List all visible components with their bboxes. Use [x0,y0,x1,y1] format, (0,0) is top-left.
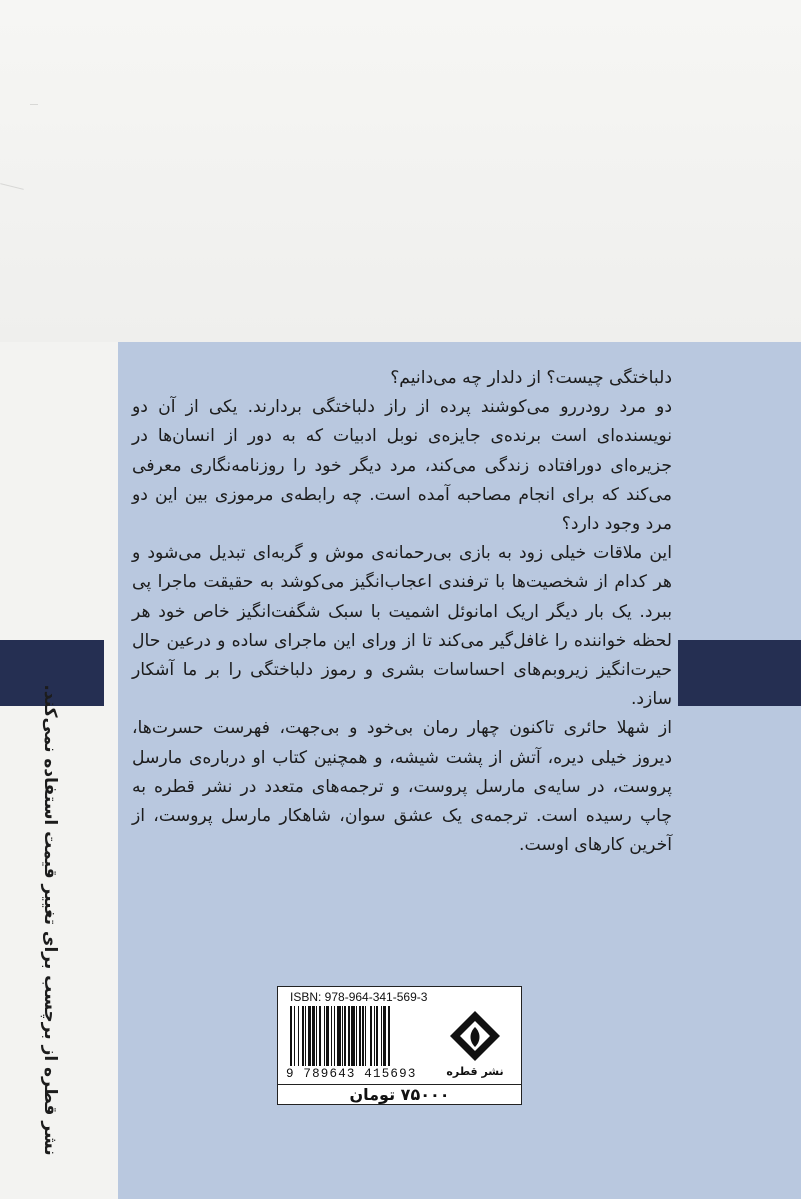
barcode [290,1006,438,1066]
barcode-digits: 9 789643 415693 [286,1067,417,1081]
decor-bar-right [678,640,801,706]
isbn-number: ISBN: 978-964-341-569-3 [290,990,428,1004]
blurb-paragraph: این ملاقات خیلی زود به بازی بی‌رحمانه‌ی موش و گربه‌ای تبدیل می‌شود و هر کدام از شخصیت‌ها با ترفندی اعجاب‌انگیز می‌کوشد به حقیقت ماجرا پی ببرد. یک بار دیگر اریک امانوئل اشمیت با سبک شگفت‌انگیز خاص خود هر لحظه خواننده را غافل‌گیر می‌کند تا از ورای این ماجرای ساده و درعین حال حیرت‌انگیز زیروبم‌های احساسات بشری و رموز دلباختگی را بر ما آشکار سازد. [132,543,672,710]
blurb-paragraph: دو مرد رودررو می‌کوشند پرده از راز دلباختگی بردارند. یکی از آن دو نویسنده‌ای است برنده‌ی جایزه‌ی نوبل ادبیات که به دور از انسان‌ها در جزیره‌ای دورافتاده زندگی می‌کند، مرد دیگر خود را روزنامه‌نگاری معرفی می‌کند که برای انجام مصاحبه آمده است. چه رابطه‌ی مرموزی بین این دو مرد وجود دارد؟ [132,397,672,535]
cover-top-area [0,0,801,342]
blurb-question: دلباختگی چیست؟ از دلدار چه می‌دانیم؟ [390,368,672,388]
paper-mark [30,104,38,105]
price-label-notice: نشر قطره از برچسب برای تغییر قیمت استفاده نمی‌کند. [40,684,60,1156]
price: ۷۵۰۰۰ تومان [278,1084,521,1105]
publisher-name: نشر قطره [446,1065,504,1078]
isbn-box [277,986,522,1105]
author-bio: از شهلا حائری تاکنون چهار رمان بی‌خود و بی‌جهت، فهرست حسرت‌ها، دیروز خیلی دیره، آتش از پشت شیشه، و همچنین کتاب او درباره‌ی مارسل پروست، در سایه‌ی مارسل پروست، و ترجمه‌های متعدد در نشر قطره به چاپ رسیده است. ترجمه‌ی یک عشق سوان، شاهکار مارسل پروست، از آخرین کارهای اوست. [132,718,672,856]
publisher-logo-icon [446,1009,504,1063]
blurb-text [132,364,672,860]
